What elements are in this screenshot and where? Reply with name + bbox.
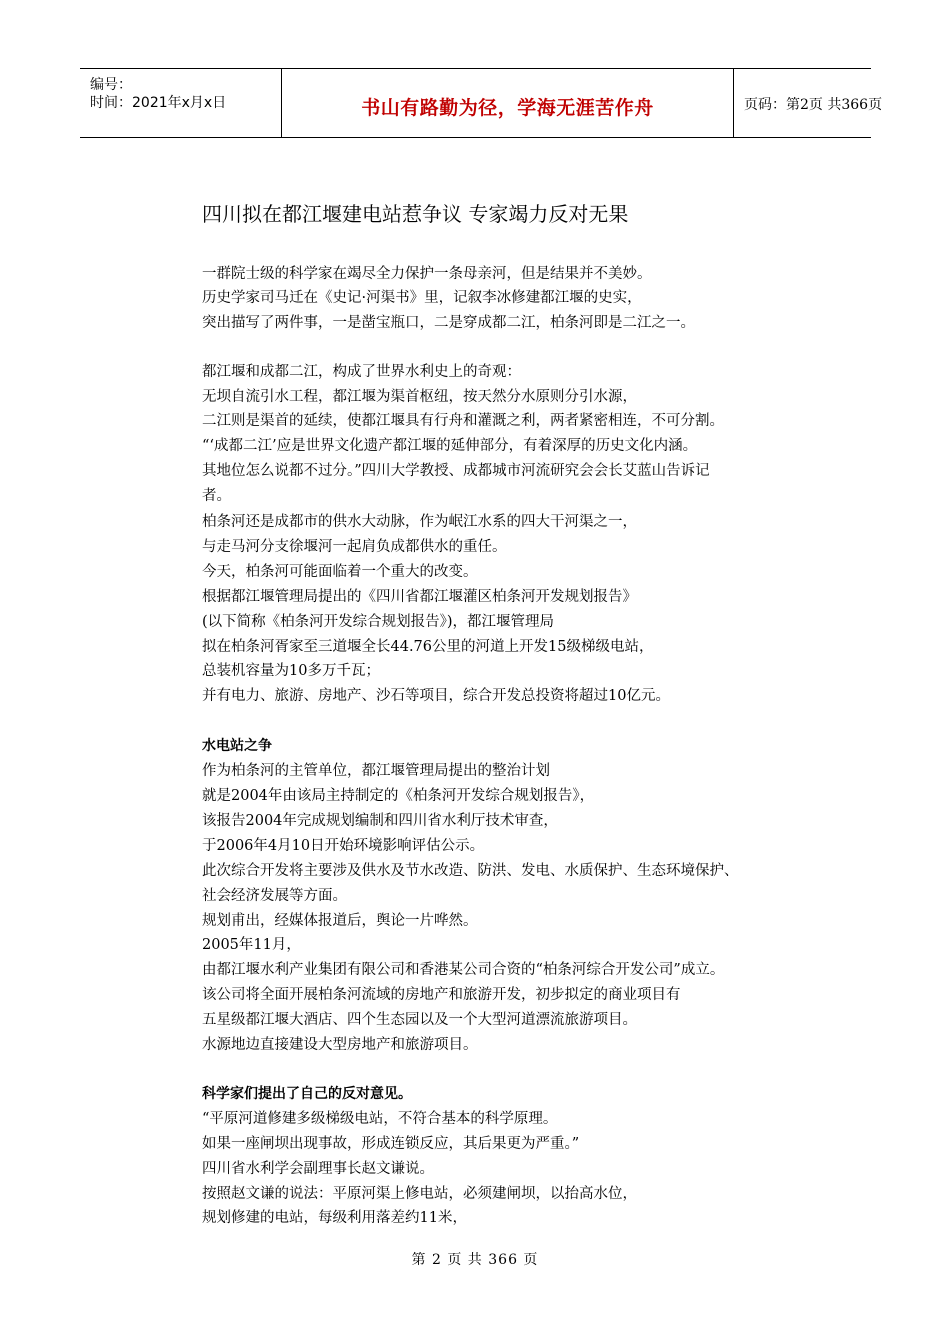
body-line: 该报告2004年完成规划编制和四川省水利厅技术审查， [202,813,558,829]
body-line: 五星级都江堰大酒店、四个生态园以及一个大型河道漂流旅游项目。 [202,1012,637,1028]
header-page-info: 页码：第2页 共366页 [744,97,883,113]
body-line: 一群院士级的科学家在竭尽全力保护一条母亲河，但是结果并不美妙。 [202,266,652,282]
body-line: 二江则是渠首的延续，使都江堰具有行舟和灌溉之利，两者紧密相连，不可分割。 [202,413,724,429]
body-line: 如果一座闸坝出现事故，形成连锁反应，其后果更为严重。” [202,1136,580,1152]
body-line: “平原河道修建多级梯级电站，不符合基本的科学原理。 [202,1111,558,1127]
body-line: 并有电力、旅游、房地产、沙石等项目，综合开发总投资将超过10亿元。 [202,688,670,704]
body-line: 今天，柏条河可能面临着一个重大的改变。 [202,564,478,580]
body-line: 按照赵文谦的说法：平原河渠上修电站，必须建闸坝，以抬高水位， [202,1186,637,1202]
body-line: 四川省水利学会副理事长赵文谦说。 [202,1161,434,1177]
document-code-label: 编号： [90,77,132,93]
body-line: 无坝自流引水工程，都江堰为渠首枢纽，按天然分水原则分引水源， [202,389,637,405]
body-line: “‘成都二江’应是世界文化遗产都江堰的延伸部分，有着深厚的历史文化内涵。 [202,438,698,454]
body-line: 与走马河分支徐堰河一起肩负成都供水的重任。 [202,539,507,555]
header-motto-cell [281,69,734,137]
document-header [80,68,883,138]
section-heading: 水电站之争 [202,738,272,754]
body-line: 其地位怎么说都不过分。”四川大学教授、成都城市河流研究会会长艾蓝山告诉记 [202,463,710,479]
section-heading: 科学家们提出了自己的反对意见。 [202,1086,412,1102]
header-motto: 书山有路勤为径，学海无涯苦作舟 [361,97,654,119]
body-line: (以下简称《柏条河开发综合规划报告》)，都江堰管理局 [202,614,555,630]
body-line: 就是2004年由该局主持制定的《柏条河开发综合规划报告》， [202,788,595,804]
body-line: 水源地边直接建设大型房地产和旅游项目。 [202,1037,478,1053]
header-page-cell [734,69,883,137]
body-line: 历史学家司马迁在《史记·河渠书》里，记叙李冰修建都江堰的史实， [202,290,642,306]
body-line: 社会经济发展等方面。 [202,888,347,904]
page-footer: 第 2 页 共 366 页 [411,1252,539,1268]
body-line: 于2006年4月10日开始环境影响评估公示。 [202,838,485,854]
body-line: 拟在柏条河胥家至三道堰全长44.76公里的河道上开发15级梯级电站， [202,639,654,655]
header-info-cell [80,69,281,137]
body-line: 柏条河还是成都市的供水大动脉，作为岷江水系的四大干河渠之一， [202,514,637,530]
document-time-label: 时间：2021年x月x日 [90,95,227,111]
article-title: 四川拟在都江堰建电站惹争议 专家竭力反对无果 [202,202,629,226]
body-line: 根据都江堰管理局提出的《四川省都江堰灌区柏条河开发规划报告》 [202,589,637,605]
body-line: 者。 [202,488,231,504]
body-line: 都江堰和成都二江，构成了世界水利史上的奇观： [202,364,521,380]
body-line: 突出描写了两件事，一是凿宝瓶口，二是穿成都二江，柏条河即是二江之一。 [202,315,695,331]
body-line: 2005年11月， [202,937,301,953]
body-line: 总装机容量为10多万千瓦； [202,663,380,679]
body-line: 规划甫出，经媒体报道后，舆论一片哗然。 [202,913,478,929]
body-line: 此次综合开发将主要涉及供水及节水改造、防洪、发电、水质保护、生态环境保护、 [202,863,739,879]
body-line: 该公司将全面开展柏条河流域的房地产和旅游开发，初步拟定的商业项目有 [202,987,681,1003]
body-line: 规划修建的电站，每级利用落差约11米， [202,1210,467,1226]
body-line: 作为柏条河的主管单位，都江堰管理局提出的整治计划 [202,763,550,779]
body-line: 由都江堰水利产业集团有限公司和香港某公司合资的“柏条河综合开发公司”成立。 [202,962,725,978]
